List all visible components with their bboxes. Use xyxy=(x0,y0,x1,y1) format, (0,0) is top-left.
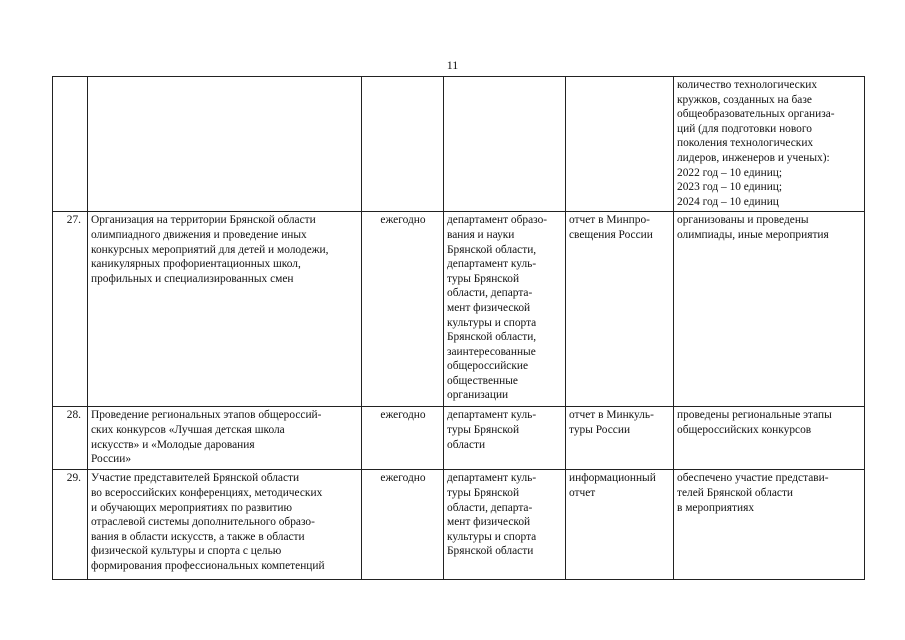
cell-text-line: туры Брянской xyxy=(447,423,520,436)
cell-text-line: туры Брянской xyxy=(447,486,520,499)
cell-text-line: департамент куль- xyxy=(447,258,537,271)
cell-text-line: заинтересованные xyxy=(447,345,536,358)
table-row-29 xyxy=(53,470,865,580)
cell-text-line: культуры и спорта xyxy=(447,316,537,329)
executor-cell xyxy=(444,407,566,470)
frequency-cell: ежегодно xyxy=(362,212,444,407)
cell-text-line: общероссийские xyxy=(447,360,529,373)
page-number: 11 xyxy=(446,58,459,72)
report-cell xyxy=(566,407,674,470)
cell-text-line: отчет в Минпро- xyxy=(569,214,650,227)
report-cell xyxy=(566,77,674,212)
num-cell: 28. xyxy=(53,407,88,470)
event-cell xyxy=(88,77,362,212)
cell-text-line: отчет в Минкуль- xyxy=(569,409,654,422)
cell-text-line: общероссийских конкурсов xyxy=(677,423,812,436)
report-cell xyxy=(566,470,674,580)
cell-text-line: количество технологических xyxy=(677,79,818,91)
cell-text-line: 2022 год – 10 единиц; xyxy=(677,166,783,179)
cell-text-line: Брянской области, xyxy=(447,243,537,256)
cell-text-line: туры Брянской xyxy=(447,272,520,285)
cell-text-line: департамент куль- xyxy=(447,409,537,422)
frequency-cell: ежегодно xyxy=(362,407,444,470)
result-cell xyxy=(674,470,865,580)
event-cell xyxy=(88,470,362,580)
cell-text-line: Организация на территории Брянской области xyxy=(91,214,316,227)
cell-text-line: информационный xyxy=(569,472,656,485)
executor-cell xyxy=(444,77,566,212)
cell-text-line: отраслевой системы дополнительного образо- xyxy=(91,516,315,529)
cell-text-line: Проведение региональных этапов общероссий- xyxy=(91,409,322,422)
cell-text-line: конкурсных мероприятий для детей и молодежи, xyxy=(91,243,329,256)
frequency-cell: ежегодно xyxy=(362,470,444,580)
cell-text-line: вания в области искусств, а также в области xyxy=(91,530,305,543)
cell-text-line: департамент образо- xyxy=(447,214,548,227)
cell-text-line: обеспечено участие представи- xyxy=(677,472,829,485)
num-cell: 27. xyxy=(53,212,88,407)
cell-text-line: свещения России xyxy=(569,228,653,241)
cell-text-line: области, департа- xyxy=(447,287,533,300)
cell-text-line: Брянской области, xyxy=(447,331,537,344)
event-cell xyxy=(88,407,362,470)
cell-text-line: культуры и спорта xyxy=(447,530,537,543)
cell-text-line: профильных и специализированных смен xyxy=(91,272,294,285)
result-cell xyxy=(674,407,865,470)
report-cell xyxy=(566,212,674,407)
cell-text-line: формирования профессиональных компетенций xyxy=(91,559,325,572)
table-row-continuation xyxy=(53,77,865,212)
cell-text-line: области, департа- xyxy=(447,501,533,514)
cell-text-line: лидеров, инженеров и ученых): xyxy=(677,151,830,164)
cell-text-line: ских конкурсов «Лучшая детская школа xyxy=(91,423,285,436)
cell-text-line: вания и науки xyxy=(447,228,515,241)
plan-table xyxy=(52,76,865,580)
cell-text-line: каникулярных профориентационных школ, xyxy=(91,258,301,271)
cell-text-line: 2023 год – 10 единиц; xyxy=(677,181,783,194)
cell-text-line: туры России xyxy=(569,423,631,436)
cell-text-line: поколения технологических xyxy=(677,137,814,150)
cell-text-line: во всероссийских конференциях, методических xyxy=(91,486,323,499)
result-cell xyxy=(674,212,865,407)
table-row-27 xyxy=(53,212,865,407)
cell-text-line: области xyxy=(447,438,486,451)
cell-text-line: и обучающих мероприятиях по развитию xyxy=(91,501,292,514)
executor-cell xyxy=(444,212,566,407)
executor-cell xyxy=(444,470,566,580)
cell-text-line: телей Брянской области xyxy=(677,486,794,499)
cell-text-line: отчет xyxy=(569,486,596,499)
cell-text-line: России» xyxy=(91,453,132,466)
cell-text-line: организации xyxy=(447,389,509,402)
cell-text-line: организованы и проведены xyxy=(677,214,809,227)
cell-text-line: физической культуры и спорта с целью xyxy=(91,545,282,558)
num-cell: 29. xyxy=(53,470,88,580)
cell-text-line: проведены региональные этапы xyxy=(677,409,832,422)
cell-text-line: общеобразовательных организа- xyxy=(677,108,835,121)
cell-text-line: департамент куль- xyxy=(447,472,537,485)
cell-text-line: ций (для подготовки нового xyxy=(677,122,812,135)
cell-text-line: олимпиадного движения и проведение иных xyxy=(91,228,307,241)
cell-text-line: олимпиады, иные мероприятия xyxy=(677,228,829,241)
cell-text-line: Брянской области xyxy=(447,545,534,558)
cell-text-line: Участие представителей Брянской области xyxy=(91,472,300,485)
cell-text-line: общественные xyxy=(447,374,518,387)
cell-text-line: мент физической xyxy=(447,301,531,314)
num-cell xyxy=(53,77,88,212)
cell-text-line: мент физической xyxy=(447,516,531,529)
cell-text-line: искусств» и «Молодые дарования xyxy=(91,438,255,451)
event-cell xyxy=(88,212,362,407)
frequency-cell xyxy=(362,77,444,212)
result-cell xyxy=(674,77,865,212)
cell-text-line: в мероприятиях xyxy=(677,501,755,514)
cell-text-line: кружков, созданных на базе xyxy=(677,93,812,106)
cell-text-line: 2024 год – 10 единиц xyxy=(677,195,779,208)
table-row-28 xyxy=(53,407,865,470)
